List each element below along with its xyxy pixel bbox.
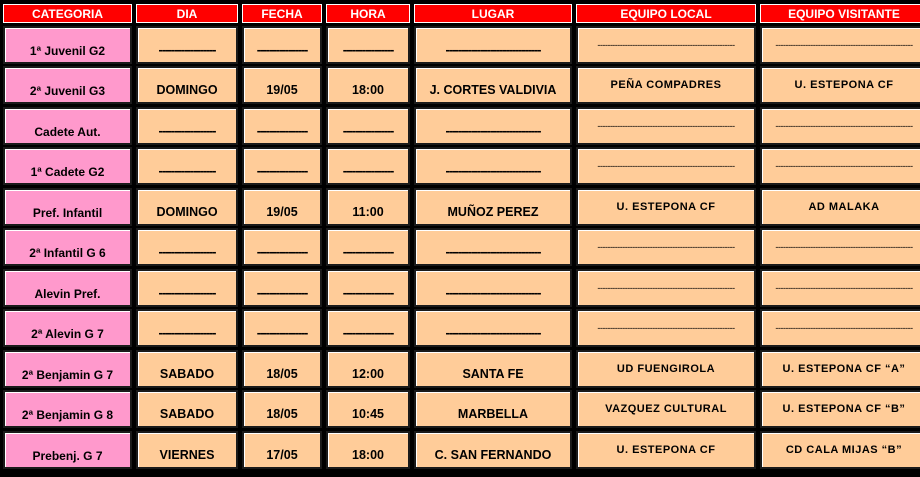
cell-dia: VIERNES [136, 431, 238, 469]
cell-categoria: Alevin Pref. [3, 269, 132, 307]
cell-local: UD FUENGIROLA [576, 350, 756, 388]
cell-local: ------------------------------------------------------- [576, 228, 756, 266]
cell-visitante: AD MALAKA [760, 188, 920, 226]
cell-visitante: ------------------------------------------------------- [760, 107, 920, 145]
cell-dia: ------------------ [136, 26, 238, 64]
cell-lugar: ------------------------------ [414, 107, 572, 145]
cell-categoria: Cadete Aut. [3, 107, 132, 145]
cell-visitante: ------------------------------------------------------- [760, 26, 920, 64]
cell-categoria: Pref. Infantil [3, 188, 132, 226]
cell-dia: ------------------ [136, 107, 238, 145]
cell-hora: ---------------- [326, 107, 410, 145]
cell-hora: 12:00 [326, 350, 410, 388]
header-categoria: CATEGORIA [3, 4, 132, 23]
cell-dia: SABADO [136, 390, 238, 428]
cell-lugar: ------------------------------ [414, 309, 572, 347]
cell-dia: ------------------ [136, 147, 238, 185]
header-equipo-visitante: EQUIPO VISITANTE [760, 4, 920, 23]
cell-categoria: 2ª Juvenil G3 [3, 66, 132, 104]
cell-hora: ---------------- [326, 269, 410, 307]
cell-visitante: ------------------------------------------------------- [760, 269, 920, 307]
header-dia: DIA [136, 4, 238, 23]
cell-lugar: SANTA FE [414, 350, 572, 388]
cell-local: ------------------------------------------------------- [576, 309, 756, 347]
cell-local: ------------------------------------------------------- [576, 147, 756, 185]
cell-fecha: 18/05 [242, 350, 322, 388]
cell-dia: ------------------ [136, 269, 238, 307]
header-lugar: LUGAR [414, 4, 572, 23]
cell-categoria: 2ª Benjamin G 7 [3, 350, 132, 388]
cell-lugar: ------------------------------ [414, 228, 572, 266]
cell-dia: ------------------ [136, 228, 238, 266]
cell-visitante: ------------------------------------------------------- [760, 147, 920, 185]
cell-visitante: CD CALA MIJAS “B” [760, 431, 920, 469]
cell-hora: ---------------- [326, 26, 410, 64]
cell-hora: 18:00 [326, 431, 410, 469]
header-equipo-local: EQUIPO LOCAL [576, 4, 756, 23]
cell-categoria: 2ª Alevin G 7 [3, 309, 132, 347]
cell-lugar: J. CORTES VALDIVIA [414, 66, 572, 104]
cell-dia: DOMINGO [136, 188, 238, 226]
cell-fecha: ---------------- [242, 147, 322, 185]
cell-visitante: U. ESTEPONA CF “A” [760, 350, 920, 388]
cell-dia: SABADO [136, 350, 238, 388]
cell-hora: ---------------- [326, 147, 410, 185]
cell-hora: ---------------- [326, 309, 410, 347]
cell-fecha: 19/05 [242, 188, 322, 226]
cell-categoria: 2ª Benjamin G 8 [3, 390, 132, 428]
cell-local: ------------------------------------------------------- [576, 26, 756, 64]
cell-local: ------------------------------------------------------- [576, 107, 756, 145]
cell-fecha: 17/05 [242, 431, 322, 469]
cell-hora: ---------------- [326, 228, 410, 266]
cell-fecha: ---------------- [242, 228, 322, 266]
cell-hora: 18:00 [326, 66, 410, 104]
cell-lugar: MUÑOZ PEREZ [414, 188, 572, 226]
cell-dia: ------------------ [136, 309, 238, 347]
cell-visitante: U. ESTEPONA CF “B” [760, 390, 920, 428]
cell-local: ------------------------------------------------------- [576, 269, 756, 307]
cell-fecha: ---------------- [242, 107, 322, 145]
cell-fecha: ---------------- [242, 309, 322, 347]
cell-lugar: ------------------------------ [414, 269, 572, 307]
cell-hora: 10:45 [326, 390, 410, 428]
cell-categoria: 1ª Cadete G2 [3, 147, 132, 185]
header-fecha: FECHA [242, 4, 322, 23]
cell-categoria: 2ª Infantil G 6 [3, 228, 132, 266]
cell-fecha: 18/05 [242, 390, 322, 428]
cell-dia: DOMINGO [136, 66, 238, 104]
cell-fecha: ---------------- [242, 269, 322, 307]
cell-fecha: 19/05 [242, 66, 322, 104]
cell-hora: 11:00 [326, 188, 410, 226]
cell-fecha: ---------------- [242, 26, 322, 64]
header-hora: HORA [326, 4, 410, 23]
cell-visitante: ------------------------------------------------------- [760, 309, 920, 347]
cell-local: U. ESTEPONA CF [576, 188, 756, 226]
cell-lugar: ------------------------------ [414, 147, 572, 185]
cell-local: PEÑA COMPADRES [576, 66, 756, 104]
cell-lugar: ------------------------------ [414, 26, 572, 64]
cell-lugar: C. SAN FERNANDO [414, 431, 572, 469]
cell-local: VAZQUEZ CULTURAL [576, 390, 756, 428]
cell-categoria: 1ª Juvenil G2 [3, 26, 132, 64]
cell-lugar: MARBELLA [414, 390, 572, 428]
cell-local: U. ESTEPONA CF [576, 431, 756, 469]
cell-categoria: Prebenj. G 7 [3, 431, 132, 469]
cell-visitante: U. ESTEPONA CF [760, 66, 920, 104]
cell-visitante: ------------------------------------------------------- [760, 228, 920, 266]
